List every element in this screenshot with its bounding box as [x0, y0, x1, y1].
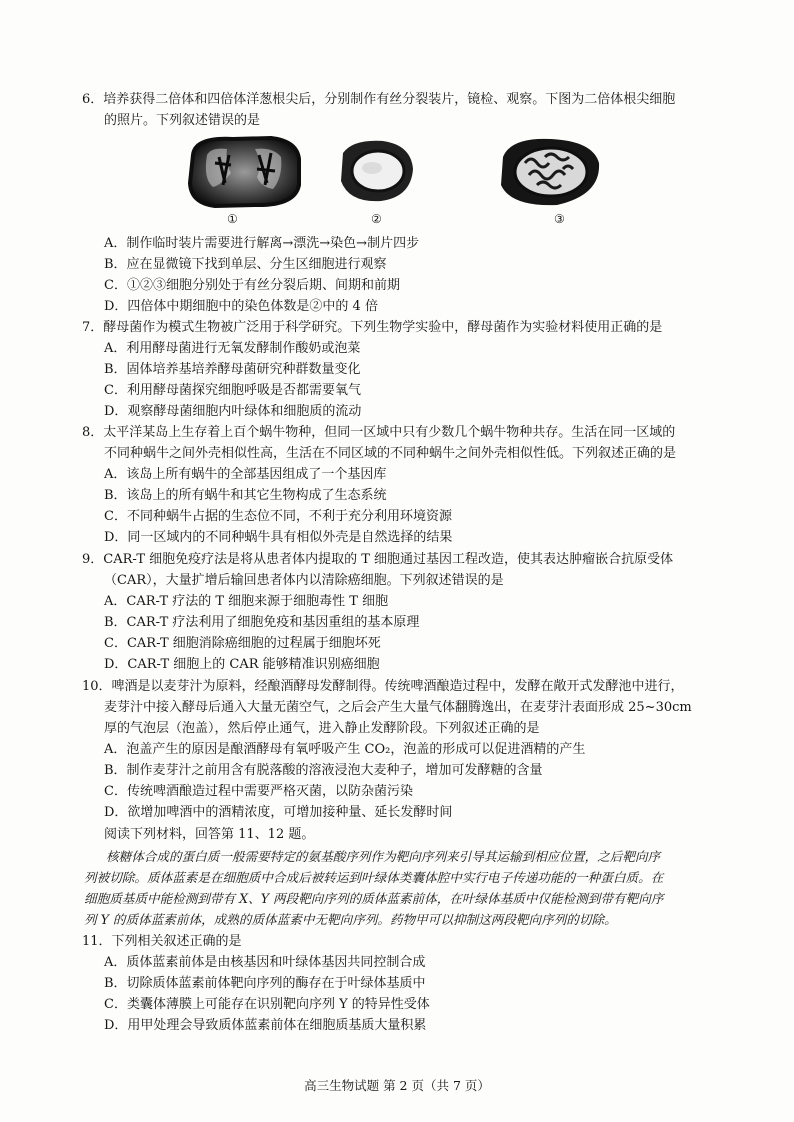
question-11-option-c: C．类囊体薄膜上可能存在识别靶向序列 Y 的特异性受体 — [104, 997, 430, 1012]
cell-micrographs-figure — [185, 133, 605, 211]
micrograph-1-image — [190, 138, 299, 206]
question-10-option-a: A．泡盖产生的原因是酿酒酵母有氧呼吸产生 CO₂，泡盖的形成可以促进酒精的产生 — [104, 742, 586, 757]
question-8-option-d: D．同一区域内的不同种蜗牛具有相似外壳是自然选择的结果 — [104, 530, 453, 545]
question-6-option-c: C．①②③细胞分别处于有丝分裂后期、间期和前期 — [104, 278, 400, 293]
question-8-option-a: A．该岛上所有蜗牛的全部基因组成了一个基因库 — [104, 467, 387, 482]
question-11-option-a: A．质体蓝素前体是由核基因和叶绿体基因共同控制合成 — [104, 955, 426, 970]
question-8-stem-line-1: 8．太平洋某岛上生存着上百个蜗牛物种，但同一区域中只有少数几个蜗牛物种共存。生活在同一区域的 — [82, 425, 676, 440]
question-7-option-a: A．利用酵母菌进行无氧发酵制作酸奶或泡菜 — [104, 341, 361, 356]
question-9-option-c: C．CAR-T 细胞消除癌细胞的过程属于细胞坏死 — [104, 636, 381, 651]
question-7-option-b: B．固体培养基培养酵母菌研究种群数量变化 — [104, 362, 361, 377]
question-9-stem-line-2: （CAR），大量扩增后输回患者体内以清除癌细胞。下列叙述错误的是 — [104, 573, 504, 588]
question-6-stem-line-1: 6．培养获得二倍体和四倍体洋葱根尖后，分别制作有丝分裂装片，镜检、观察。下图为二倍体根尖细胞 — [82, 92, 676, 107]
figure-label-3: ③ — [554, 212, 565, 226]
question-9-option-b: B．CAR-T 疗法利用了细胞免疫和基因重组的基本原理 — [104, 615, 420, 630]
micrograph-2-image — [341, 141, 413, 201]
question-8-stem-line-2: 不同种蜗牛之间外壳相似性高，生活在不同区域的不同种蜗牛之间外壳相似性低。下列叙述正确的是 — [104, 446, 677, 461]
reading-intro: 阅读下列材料，回答第 11、12 题。 — [104, 827, 315, 842]
reading-passage-line-1: 核糖体合成的蛋白质一般需要特定的氨基酸序列作为靶向序列来引导其运输到相应位置，之后靶向序 — [106, 849, 661, 864]
page-footer: 高三生物试题 第 2 页（共 7 页） — [304, 1078, 490, 1093]
question-10-stem-line-2: 麦芽汁中接入酵母后通入大量无菌空气，之后会产生大量气体翻腾逸出，在麦芽汁表面形成 25~30cm — [104, 700, 692, 715]
question-11-stem: 11．下列相关叙述正确的是 — [82, 934, 242, 949]
question-9-option-d: D．CAR-T 细胞上的 CAR 能够精准识别癌细胞 — [104, 657, 380, 672]
question-7-option-c: C．利用酵母菌探究细胞呼吸是否都需要氧气 — [104, 383, 361, 398]
figure-label-2: ② — [371, 212, 382, 226]
question-9-option-a: A．CAR-T 疗法的 T 细胞来源于细胞毒性 T 细胞 — [104, 594, 389, 609]
micrograph-3-image — [501, 139, 599, 205]
question-10-stem-line-3: 厚的气泡层（泡盖），然后停止通气，进入静止发酵阶段。下列叙述正确的是 — [104, 721, 540, 736]
question-10-stem-line-1: 10．啤酒是以麦芽汁为原料，经酿酒酵母发酵制得。传统啤酒酿造过程中，发酵在敞开式发酵池中进行， — [82, 679, 684, 694]
question-11-option-d: D．用甲处理会导致质体蓝素前体在细胞质基质大量积累 — [104, 1018, 427, 1033]
question-10-option-d: D．欲增加啤酒中的酒精浓度，可增加接种量、延长发酵时间 — [104, 805, 453, 820]
question-6-option-b: B．应在显微镜下找到单层、分生区细胞进行观察 — [104, 257, 387, 272]
question-10-option-b: B．制作麦芽汁之前用含有脱落酸的溶液浸泡大麦种子，增加可发酵糖的含量 — [104, 763, 543, 778]
question-10-option-c: C．传统啤酒酿造过程中需要严格灭菌，以防杂菌污染 — [104, 784, 413, 799]
question-9-stem-line-1: 9．CAR-T 细胞免疫疗法是将从患者体内提取的 T 细胞通过基因工程改造，使其表达肿瘤嵌合抗原受体 — [82, 552, 674, 567]
question-8-option-b: B．该岛上的所有蜗牛和其它生物构成了生态系统 — [104, 488, 387, 503]
question-8-option-c: C．不同种蜗牛占据的生态位不同，不利于充分利用环境资源 — [104, 509, 452, 524]
question-6-option-d: D．四倍体中期细胞中的染色体数是②中的 4 倍 — [104, 299, 378, 314]
question-7-stem: 7．酵母菌作为模式生物被广泛用于科学研究。下列生物学实验中，酵母菌作为实验材料使用正确的是 — [82, 320, 663, 335]
reading-passage-line-4: 列 Y 的质体蓝素前体，成熟的质体蓝素中无靶向序列。药物甲可以抑制这两段靶向序列的切除。 — [84, 912, 617, 927]
question-6-stem-line-2: 的照片。下列叙述错误的是 — [104, 113, 261, 128]
figure-label-1: ① — [227, 212, 238, 226]
reading-passage-line-2: 列被切除。质体蓝素是在细胞质中合成后被转运到叶绿体类囊体腔中实行电子传递功能的一种蛋白质。在 — [84, 870, 664, 885]
reading-passage-line-3: 细胞质基质中能检测到带有 X、Y 两段靶向序列的质体蓝素前体，在叶绿体基质中仅能检测到带有靶向序 — [84, 891, 664, 906]
question-7-option-d: D．观察酵母菌细胞内叶绿体和细胞质的流动 — [104, 404, 362, 419]
question-11-option-b: B．切除质体蓝素前体靶向序列的酶存在于叶绿体基质中 — [104, 976, 426, 991]
question-6-option-a: A．制作临时装片需要进行解离→漂洗→染色→制片四步 — [104, 236, 420, 251]
